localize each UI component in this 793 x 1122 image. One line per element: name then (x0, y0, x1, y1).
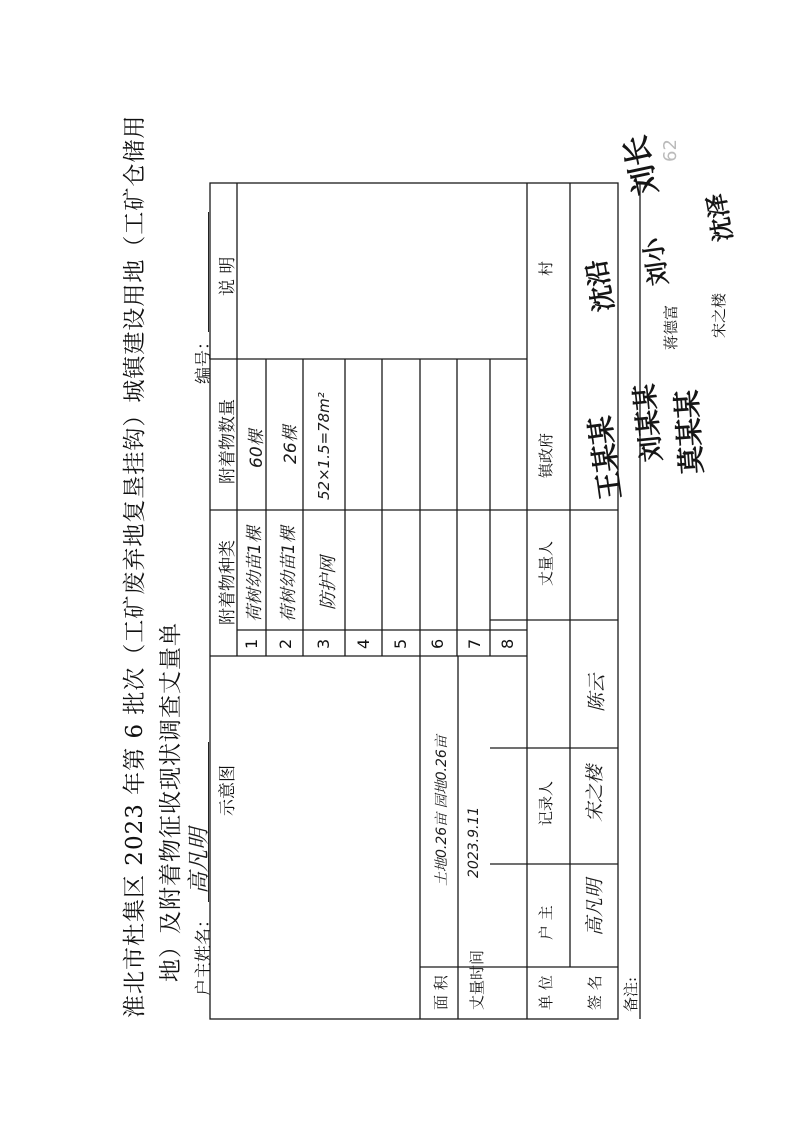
diagram-label: 示意图 (218, 765, 238, 816)
row-num: 6 (428, 638, 447, 649)
area-label: 面 积 (432, 975, 450, 1010)
town-signature-5: 宋之楼 (710, 292, 728, 338)
village-signature-1: 沈沿 (581, 257, 621, 314)
row-quantity-value: 60棵 (247, 429, 267, 468)
unit-town: 镇政府 (537, 432, 555, 478)
unit-label: 单 位 (537, 975, 555, 1010)
unit-measurer: 丈量人 (537, 540, 555, 586)
form-title-line1: 淮北市杜集区 2023 年第 6 批次（工矿废弃地复垦挂钩）城镇建设用地（工矿仓储用 (122, 114, 148, 1018)
remarks-header: 说 明 (218, 256, 238, 296)
row-type-value: 荷树幼苗1棵 (279, 526, 299, 622)
unit-owner: 户 主 (537, 905, 555, 940)
page-mark: 62 (660, 139, 681, 162)
form-title-line2: 地）及附着物征收现状调查丈量单 (158, 622, 184, 982)
row-num: 7 (465, 638, 484, 649)
row-quantity-value: 52×1.5=78m² (315, 392, 333, 500)
village-signature-3: 沈泽 (701, 191, 738, 244)
sign-label: 签 名 (586, 975, 604, 1010)
town-signature-1: 王某某 (583, 413, 628, 502)
row-num: 1 (242, 638, 261, 649)
row-num: 2 (276, 638, 295, 649)
owner-name-value: 高凡明 (187, 827, 212, 894)
row-type-value: 防护网 (318, 556, 339, 610)
quantity-header: 附着物数量 (218, 399, 238, 484)
sign-recorder: 宋之楼 (584, 764, 606, 822)
measure-time-label: 丈量时间 (468, 949, 486, 1010)
town-signature-3: 莫某某 (670, 388, 709, 475)
village-signature-4: 刘长 (618, 132, 665, 199)
unit-recorder: 记录人 (537, 780, 555, 826)
type-header: 附着物种类 (218, 540, 238, 625)
unit-village: 村 (537, 260, 555, 276)
row-num: 8 (498, 638, 517, 649)
row-num: 5 (391, 638, 410, 649)
row-quantity-value: 26棵 (281, 425, 301, 464)
owner-name-label: 户主姓名： (194, 911, 214, 996)
sign-owner: 高凡明 (584, 878, 606, 936)
row-num: 3 (314, 638, 333, 649)
area-value: 土地0.26亩 园地0.26亩 (434, 735, 450, 886)
measure-time-value: 2023.9.11 (466, 806, 482, 878)
town-signature-2: 刘某某 (629, 382, 668, 464)
row-type-value: 荷树幼苗1棵 (245, 526, 265, 622)
remarks-label: 备注: (622, 976, 640, 1012)
sign-measurer: 陈云 (586, 673, 608, 712)
village-signature-2: 刘小 (637, 235, 674, 288)
row-num: 4 (354, 638, 373, 649)
town-signature-4: 蒋德富 (662, 304, 680, 350)
number-label: 编号： (194, 333, 214, 384)
